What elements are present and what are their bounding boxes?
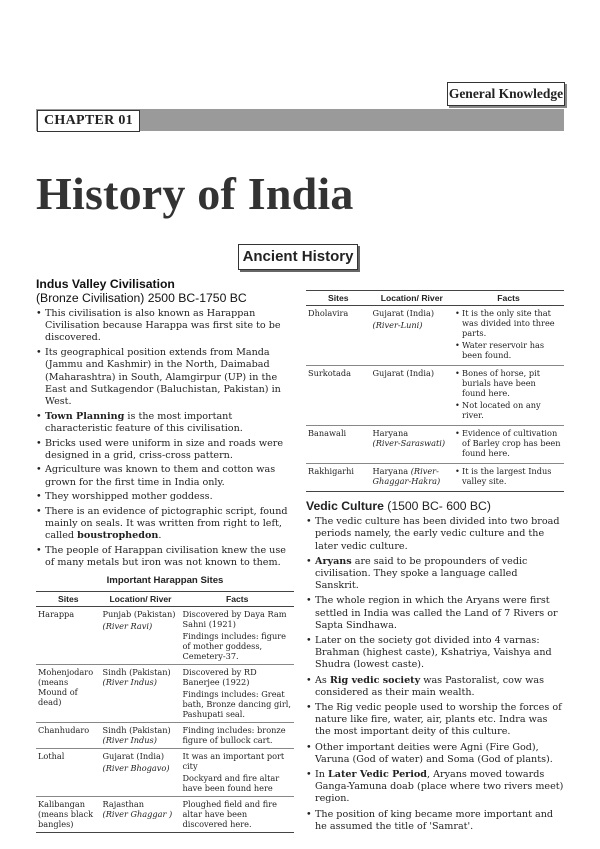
- fact: • It is the largest Indus valley site.: [455, 466, 561, 486]
- site-cell: Kalibangan (means black bangles): [36, 796, 101, 832]
- fact: • Bones of horse, pit burials have been found here.: [455, 368, 561, 398]
- river: (River Ghaggar ): [102, 808, 173, 819]
- list-item: [306, 769, 564, 806]
- location: Haryana: [372, 428, 409, 438]
- list-item: • Bricks used were uniform in size and roads were designed in a grid, criss-cross pattern.: [36, 438, 294, 462]
- bold-term: Later Vedic Period: [328, 769, 427, 781]
- bold-term: Aryans: [315, 555, 352, 567]
- table-row: [36, 722, 294, 748]
- site-cell: Rakhigarhi: [306, 464, 371, 492]
- text: As: [315, 674, 330, 686]
- list-item: [306, 556, 564, 593]
- list-item: • Its geographical position extends from Manda (Jammu and Kashmir) in the North, Daimabad (Maharashtra) in South, Alamgirpur (UP) in the East and Sutkagendor (Baluchistan, Pakistan) in West.: [36, 347, 294, 408]
- river: (River Ravi): [102, 620, 153, 631]
- location-cell: [371, 464, 454, 492]
- indus-heading: Indus Valley Civilisation: [36, 277, 175, 291]
- table-row: [36, 664, 294, 722]
- bold-term: Town Planning: [45, 410, 125, 422]
- fact: • Evidence of cultivation of Barley crop has been found here.: [455, 428, 561, 458]
- fact: • Not located on any river.: [455, 400, 561, 420]
- vedic-range: (1500 BC- 600 BC): [383, 499, 491, 513]
- river: (River Indus): [102, 734, 157, 745]
- list-item: [36, 411, 294, 435]
- location-cell: [101, 722, 181, 748]
- facts-cell: [180, 796, 294, 832]
- general-knowledge-label: General Knowledge: [447, 82, 565, 106]
- fact: Finding includes: bronze figure of bullock cart.: [182, 724, 286, 745]
- location-cell: [101, 664, 181, 722]
- right-column: [306, 290, 564, 836]
- vedic-heading: [306, 500, 564, 514]
- table-header-row: [36, 591, 294, 606]
- location: Haryana: [372, 466, 409, 476]
- list-item: • They worshipped mother goddess.: [36, 491, 294, 503]
- site-cell: Surkotada: [306, 366, 371, 426]
- column-header: Sites: [306, 291, 371, 306]
- site-cell: Dholavira: [306, 306, 371, 366]
- location: Sindh (Pakistan): [102, 724, 171, 735]
- vedic-title: Vedic Culture: [306, 499, 384, 513]
- bold-term: Rig vedic society: [329, 674, 421, 686]
- table-row: [36, 748, 294, 796]
- facts-cell: [453, 366, 564, 426]
- text: was Pastoralist, cow was considered as their main wealth.: [315, 674, 545, 698]
- facts-list: [455, 368, 561, 420]
- table-row: [306, 426, 564, 464]
- river: (River-Saraswati): [372, 438, 446, 448]
- fact: Findings includes: Great bath, Bronze dancing girl, Pashupati seal.: [182, 688, 291, 719]
- table-caption: Important Harappan Sites: [106, 574, 224, 586]
- site-cell: Banawali: [306, 426, 371, 464]
- location-cell: [101, 796, 181, 832]
- site-cell: Harappa: [36, 606, 101, 664]
- list-item: • The Rig vedic people used to worship the forces of nature like fire, water, air, plants etc. Indra was the most important deity of this culture.: [306, 702, 564, 739]
- list-item: • The whole region in which the Aryans were first settled in India was called the Land of 7 Rivers or Sapta Sindhawa.: [306, 595, 564, 632]
- river: (River-Luni): [372, 320, 423, 330]
- facts-list: [455, 466, 561, 486]
- fact: Dockyard and fire altar have been found here: [182, 772, 280, 793]
- location-cell: [371, 366, 454, 426]
- facts-cell: [180, 722, 294, 748]
- facts-cell: [453, 306, 564, 366]
- left-column: [36, 277, 294, 833]
- river: (River Bhogavo): [102, 762, 170, 773]
- indus-subheading: (Bronze Civilisation) 2500 BC-1750 BC: [36, 291, 247, 305]
- column-header: Facts: [453, 291, 564, 306]
- facts-list: [455, 308, 561, 360]
- location-cell: [371, 426, 454, 464]
- text: , Aryans moved towards Ganga-Yamuna doab (place where two rivers meet) region.: [315, 769, 564, 805]
- page-title: History of India: [36, 168, 354, 219]
- table-row: [36, 796, 294, 832]
- text: are said to be propounders of vedic civilisation. They spoke a language called Sanskrit.: [315, 555, 528, 592]
- location: Gujarat (India): [372, 308, 435, 318]
- list-item: • The vedic culture has been divided into two broad periods namely, the early vedic culture and the later vedic culture.: [306, 516, 564, 553]
- list-item: • The people of Harappan civilisation knew the use of many metals but iron was not known to them.: [36, 545, 294, 569]
- chapter-label: CHAPTER 01: [37, 110, 140, 132]
- table-row: [306, 464, 564, 492]
- fact: Findings includes: figure of mother goddess, Cemetery-37.: [182, 630, 286, 661]
- section-heading: Ancient History: [238, 244, 358, 270]
- facts-cell: [453, 426, 564, 464]
- harappan-sites-table: [36, 591, 294, 833]
- list-item: • This civilisation is also known as Harappan Civilisation because Harappa was first site to be discovered.: [36, 308, 294, 345]
- river: (River Indus): [102, 676, 157, 687]
- site-cell: Mohenjodaro (means Mound of dead): [36, 664, 101, 722]
- list-item: • Agriculture was known to them and cotton was grown for the first time in India only.: [36, 464, 294, 488]
- list-item: • Later on the society got divided into 4 varnas: Brahman (highest caste), Kshatriya, Vaishya and Shudra (lowest caste).: [306, 635, 564, 672]
- text: .: [158, 530, 162, 542]
- location-cell: [101, 748, 181, 796]
- column-header: Location/ River: [101, 591, 181, 606]
- fact: • It is the only site that was divided into three parts.: [455, 308, 561, 338]
- fact: It was an important port city: [182, 750, 285, 771]
- location-cell: [101, 606, 181, 664]
- column-header: Location/ River: [371, 291, 454, 306]
- more-sites-table: [306, 290, 564, 492]
- list-item: • The position of king became more important and he assumed the title of 'Samrat'.: [306, 809, 564, 833]
- location: Sindh (Pakistan): [102, 666, 171, 677]
- list-item: [306, 675, 564, 699]
- location: Gujarat (India): [372, 368, 435, 378]
- location: Rajasthan: [102, 798, 145, 809]
- site-cell: Chanhudaro: [36, 722, 101, 748]
- fact: Discovered by RD Banerjee (1922): [182, 666, 257, 687]
- site-cell: Lothal: [36, 748, 101, 796]
- facts-cell: [180, 748, 294, 796]
- text: There is an evidence of pictographic script, found mainly on seals. It was written from right to left, called: [45, 506, 288, 542]
- facts-list: [455, 428, 561, 458]
- table-row: [306, 366, 564, 426]
- fact: • Water reservoir has been found.: [455, 340, 561, 360]
- list-item: • Other important deities were Agni (Fire God), Varuna (God of water) and Soma (God of plants).: [306, 742, 564, 766]
- bold-term: boustrophedon: [77, 530, 159, 542]
- location: Gujarat (India): [102, 750, 165, 761]
- fact: Discovered by Daya Ram Sahni (1921): [182, 608, 287, 629]
- location-cell: [371, 306, 454, 366]
- table-row: [306, 306, 564, 366]
- text: In: [315, 769, 329, 781]
- fact: Ploughed field and fire altar have been discovered here.: [182, 798, 277, 829]
- column-header: Facts: [180, 591, 294, 606]
- facts-cell: [180, 664, 294, 722]
- column-header: Sites: [36, 591, 101, 606]
- facts-cell: [453, 464, 564, 492]
- vedic-bullets: [306, 516, 564, 833]
- text: is the most important characteristic feature of this civilisation.: [45, 410, 243, 434]
- river: (River-Ghaggar-Hakra): [372, 466, 441, 486]
- list-item: [36, 506, 294, 543]
- facts-cell: [180, 606, 294, 664]
- indus-bullets: [36, 308, 294, 570]
- table-row: [36, 606, 294, 664]
- table-header-row: [306, 291, 564, 306]
- location: Punjab (Pakistan): [102, 608, 176, 619]
